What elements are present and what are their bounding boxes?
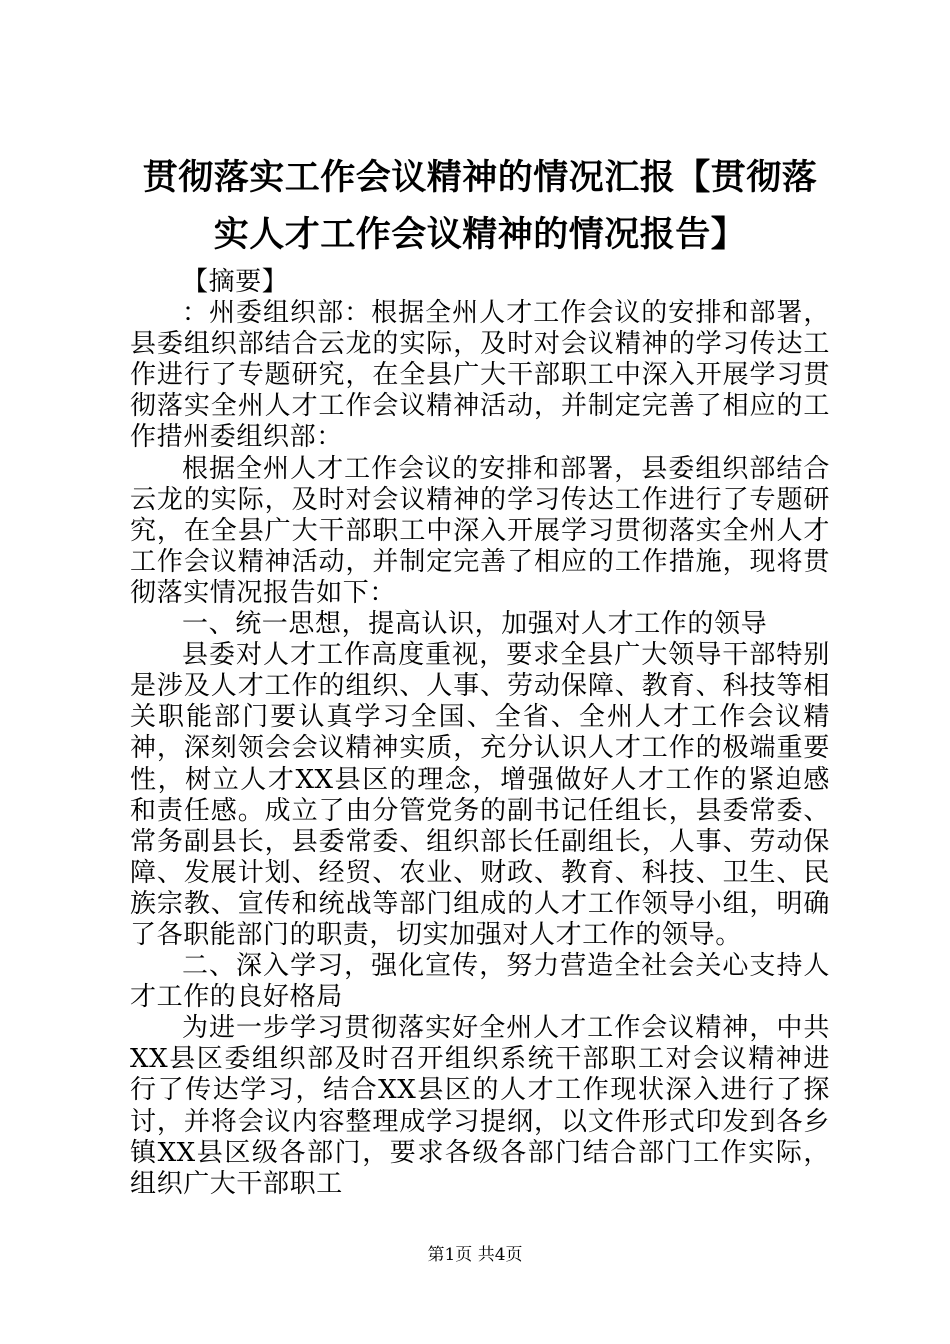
section-heading-2: 二、深入学习，强化宣传，努力营造全社会关心支持人才工作的良好格局 xyxy=(130,951,830,1013)
section-2-paragraph: 为进一步学习贯彻落实好全州人才工作会议精神，中共XX县区委组织部及时召开组织系统干部职工对会议精神进行了传达学习，结合XX县区的人才工作现状深入进行了探讨，并将会议内容整理成学习提纲，以文件形式印发到各乡镇XX县区级各部门，要求各级各部门结合部门工作实际，组织广大干部职工 xyxy=(130,1013,830,1199)
page-footer: 第1页 共4页 xyxy=(427,1245,523,1265)
document-title: 贯彻落实工作会议精神的情况汇报【贯彻落实人才工作会议精神的情况报告】 xyxy=(142,158,818,255)
section-heading-1: 一、统一思想，提高认识，加强对人才工作的领导 xyxy=(182,609,768,640)
document-body xyxy=(130,267,830,1200)
abstract-paragraph: ：州委组织部：根据全州人才工作会议的安排和部署，县委组织部结合云龙的实际，及时对会议精神的学习传达工作进行了专题研究，在全县广大干部职工中深入开展学习贯彻落实全州人才工作会议精神活动，并制定完善了相应的工作措州委组织部： xyxy=(130,298,830,453)
abstract-heading: 【摘要】 xyxy=(182,267,289,297)
document-page xyxy=(130,150,830,1200)
intro-paragraph: 根据全州人才工作会议的安排和部署，县委组织部结合云龙的实际，及时对会议精神的学习传达工作进行了专题研究，在全县广大干部职工中深入开展学习贯彻落实全州人才工作会议精神活动，并制定完善了相应的工作措施，现将贯彻落实情况报告如下： xyxy=(130,453,830,608)
section-1-paragraph: 县委对人才工作高度重视，要求全县广大领导干部特别是涉及人才工作的组织、人事、劳动保障、教育、科技等相关职能部门要认真学习全国、全省、全州人才工作会议精神，深刻领会会议精神实质，充分认识人才工作的极端重要性，树立人才XX县区的理念，增强做好人才工作的紧迫感和责任感。成立了由分管党务的副书记任组长，县委常委、常务副县长，县委常委、组织部长任副组长，人事、劳动保障、发展计划、经贸、农业、财政、教育、科技、卫生、民族宗教、宣传和统战等部门组成的人才工作领导小组，明确了各职能部门的职责，切实加强对人才工作的领导。 xyxy=(130,640,830,950)
